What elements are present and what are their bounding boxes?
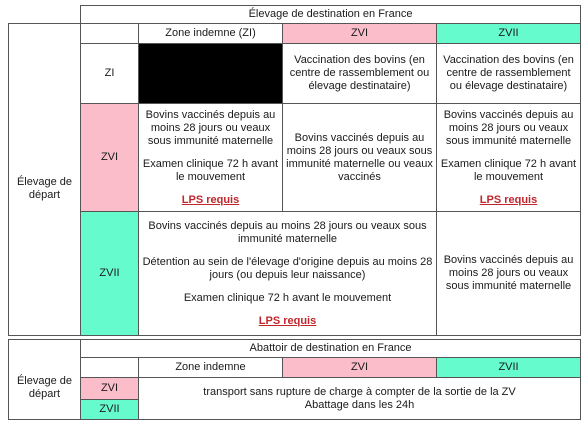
zvi-zi-cell (139, 104, 283, 212)
table2-row-group-label: Élevage de départ (9, 358, 81, 420)
row-header-zvii: ZVII (81, 212, 139, 336)
zvi-zvii-cell (437, 104, 581, 212)
col-header-zvi: ZVI (283, 24, 437, 44)
zvi-zvi-cell: Bovins vaccinés depuis au moins 28 jours ou veaux sous immunité maternelle ou veaux vaccinés (283, 104, 437, 212)
zvii-text-1: Bovins vaccinés depuis au moins 28 jours ou veaux sous immunité maternelle (148, 219, 427, 245)
header-blank (81, 24, 139, 44)
table2-corner (9, 340, 81, 358)
zi-zvi-cell: Vaccination des bovins (en centre de rassemblement ou élevage destinataire) (283, 44, 437, 104)
table2-title: Abattoir de destination en France (81, 340, 581, 358)
destination-farm-table (8, 5, 581, 336)
row-header-zi: ZI (81, 44, 139, 104)
col-header-zi: Zone indemne (ZI) (139, 24, 283, 44)
zvi-zi-text-1: Bovins vaccinés depuis au moins 28 jours ou veaux sous immunité maternelle (145, 108, 276, 147)
zi-zi-cell (139, 44, 283, 104)
table2-col-header-zvi: ZVI (283, 358, 437, 378)
zvii-lps: LPS requis (258, 314, 317, 327)
row-header-zvi: ZVI (81, 104, 139, 212)
row-group-spacer (9, 24, 81, 44)
table2-body-cell (139, 378, 581, 420)
table2-col-header-zone-indemne: Zone indemne (139, 358, 283, 378)
table2-text-2: Abattage dans les 24h (304, 398, 415, 411)
zvii-zvii-cell: Bovins vaccinés depuis au moins 28 jours ou veaux sous immunité maternelle (437, 212, 581, 336)
table2-header-blank (81, 358, 139, 378)
zvii-text-2: Détention au sein de l'élevage d'origine depuis au moins 28 jours (ou depuis leur naissance) (142, 255, 433, 281)
zvi-zvii-text-1: Bovins vaccinés depuis au moins 28 jours ou veaux sous immunité maternelle (443, 108, 574, 147)
col-header-zvii: ZVII (437, 24, 581, 44)
table1-title: Élevage de destination en France (81, 6, 581, 24)
zvii-zi-zvi-cell (139, 212, 437, 336)
zvi-zvii-text-2: Examen clinique 72 h avant le mouvement (440, 157, 577, 183)
zvi-zi-lps: LPS requis (181, 193, 240, 206)
table2-col-header-zvii: ZVII (437, 358, 581, 378)
slaughterhouse-table (8, 339, 581, 420)
table2-text-1: transport sans rupture de charge à compter de la sortie de la ZV (203, 385, 516, 398)
table2-row-header-zvi: ZVI (81, 378, 139, 400)
zvi-zvii-lps: LPS requis (479, 193, 538, 206)
table2-row-header-zvii: ZVII (81, 400, 139, 420)
row-group-label: Élevage de départ (9, 44, 81, 336)
zvii-text-3: Examen clinique 72 h avant le mouvement (183, 291, 392, 304)
zi-zvii-cell: Vaccination des bovins (en centre de rassemblement ou élevage destinataire) (437, 44, 581, 104)
corner-blank (9, 6, 81, 24)
zvi-zi-text-2: Examen clinique 72 h avant le mouvement (142, 157, 279, 183)
